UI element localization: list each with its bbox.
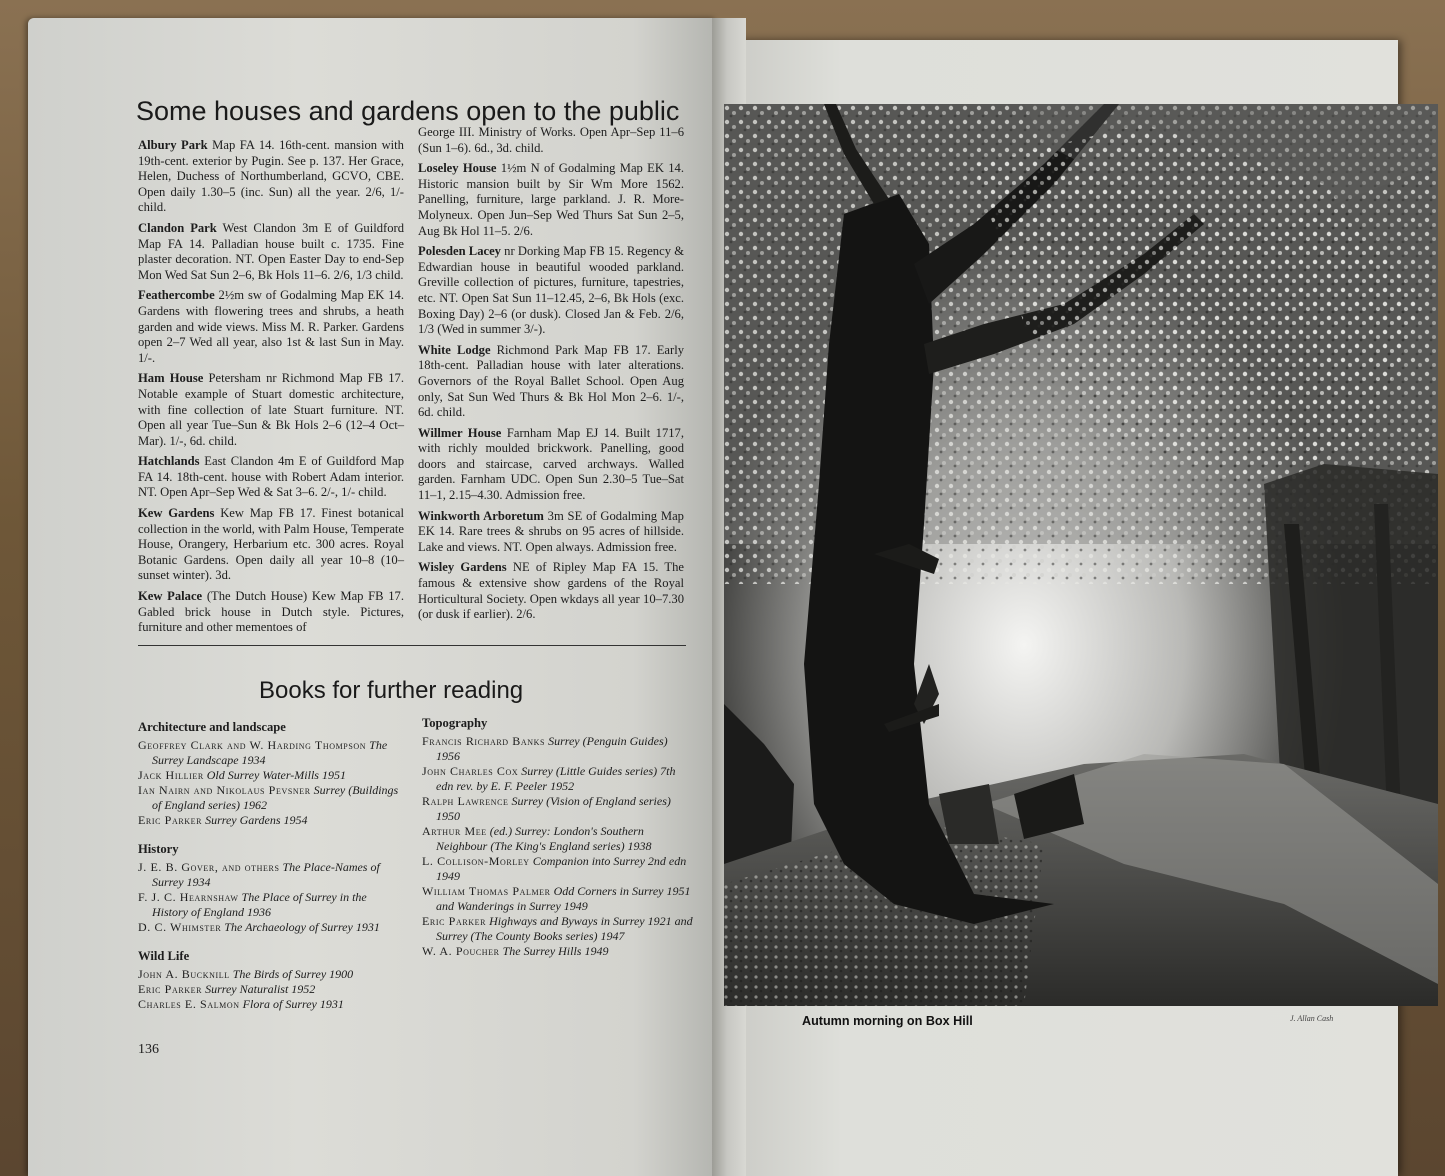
book-entry — [422, 764, 694, 794]
book-entry — [138, 783, 404, 813]
house-entry — [418, 560, 684, 622]
book-title: The Surrey Landscape 1934 — [152, 738, 388, 767]
books-column-right — [422, 716, 694, 959]
house-name: Ham House — [138, 371, 204, 386]
house-entry — [418, 244, 684, 338]
house-entry — [138, 288, 404, 366]
book-entry — [422, 734, 694, 764]
house-description: Farnham Map EJ 14. Built 1717, with richly moulded brickwork. Panelling, good doors and staircase, carved archways. Walled garden. Farnham UDC. Open Sun 2.30–5 Tue–Sat 11–1, 2.15–4.30. Admission free. — [418, 425, 685, 503]
book-title: The Archaeology of Surrey 1931 — [221, 920, 380, 934]
book-entry — [138, 768, 404, 783]
house-description: Richmond Park Map FB 17. Early 18th-cent. Palladian house with later alterations. Governors of the Royal Ballet School. Open Aug only, Sat Sun Wed Thurs & Bk Hol Mon 2–6. 1/-, 6d. child. — [418, 342, 685, 420]
topography-heading: Topography — [422, 716, 488, 730]
book-author: Eric Parker — [422, 914, 487, 928]
book-author: Eric Parker — [138, 813, 203, 827]
book-title: Highways and Byways in Surrey 1921 and Surrey (The County Books series) 1947 — [436, 914, 693, 943]
book-author: John A. Bucknill — [138, 967, 230, 981]
book-title: Surrey (Penguin Guides) 1956 — [436, 734, 668, 763]
house-name: White Lodge — [418, 342, 491, 357]
house-description: Petersham nr Richmond Map FB 17. Notable example of Stuart domestic architecture, with fine collection of late Stuart furniture. NT. Open all year Tue–Sun & Bk Hols 2–6 (12–4 Oct–Mar). 1/-, 6d. child. — [138, 371, 404, 448]
house-entry — [138, 371, 404, 449]
house-name: Loseley House — [418, 161, 497, 176]
house-name: Albury Park — [138, 138, 208, 152]
house-name: Clandon Park — [138, 220, 217, 235]
book-author: John Charles Cox — [422, 764, 519, 778]
book-entry — [422, 824, 694, 854]
house-name: Feathercombe — [138, 288, 215, 303]
autumn-tree-photo — [724, 104, 1438, 1006]
section-divider — [138, 645, 686, 646]
house-entry — [418, 343, 684, 421]
book-entry — [422, 794, 694, 824]
book-entry — [422, 944, 694, 959]
house-entry — [138, 454, 404, 501]
book-title: (ed.) Surrey: London's Southern Neighbour (The King's England series) 1938 — [436, 824, 652, 853]
house-name: Wisley Gardens — [418, 560, 507, 575]
photo-caption: Autumn morning on Box Hill — [802, 1014, 973, 1028]
house-entry — [418, 426, 684, 504]
book-author: Geoffrey Clark and W. Harding Thompson — [138, 738, 367, 752]
house-description: 3m SE of Godalming Map EK 14. Rare trees & shrubs on 95 acres of hillside. Lake and views. NT. Open always. Admission free. — [418, 508, 684, 554]
wildlife-heading: Wild Life — [138, 949, 190, 963]
house-description: Kew Map FB 17. Finest botanical collection in the world, with Palm House, Temperate House, Orangery, Herbarium etc. 300 acres. Royal Botanic Gardens. Open daily all year 10–8 (10–sunset winter). 3d. — [138, 506, 404, 583]
book-title: Companion into Surrey 2nd edn 1949 — [436, 854, 687, 883]
house-name: Winkworth Arboretum — [418, 508, 544, 523]
book-author: Ralph Lawrence — [422, 794, 509, 808]
book-author: D. C. Whimster — [138, 920, 222, 934]
book-author: L. Collison-Morley — [422, 854, 530, 868]
book-title: The Place of Surrey in the History of England 1936 — [152, 890, 367, 919]
book-title: Surrey (Vision of England series) 1950 — [436, 794, 671, 823]
book-title: The Place-Names of Surrey 1934 — [152, 860, 380, 889]
page-number: 136 — [138, 1042, 159, 1057]
book-author: Jack Hillier — [138, 768, 204, 782]
houses-column-left — [138, 138, 404, 641]
house-description: West Clandon 3m E of Guildford Map FA 14. Palladian house built c. 1735. Fine plaster decoration. NT. Open Easter Day to end-Sep Mon Wed Sat Sun 2–6, Bk Hols 11–6. 2/6, 1/3 child. — [138, 220, 404, 282]
book-entry — [138, 738, 404, 768]
house-name: Willmer House — [418, 425, 502, 440]
book-entry — [138, 982, 404, 997]
book-title: Surrey (Little Guides series) 7th edn rev. by E. F. Peeler 1952 — [436, 764, 676, 793]
book-title: The Birds of Surrey 1900 — [229, 967, 354, 981]
book-title: Surrey (Buildings of England series) 1962 — [152, 783, 399, 812]
house-entry — [418, 161, 684, 239]
house-description: Map FA 14. 16th-cent. mansion with 19th-cent. exterior by Pugin. See p. 137. Her Grace, Helen, Duchess of Northumberland, GCVO, CBE. Open daily 1.30–5 (inc. Sun) all the year. 2/6, 1/- child. — [138, 138, 404, 215]
book-author: J. E. B. Gover, and others — [138, 860, 280, 874]
book-author: Arthur Mee — [422, 824, 487, 838]
book-title: Surrey Naturalist 1952 — [202, 982, 316, 996]
book-entry — [138, 860, 404, 890]
house-name: Kew Palace — [138, 589, 203, 604]
house-entry — [418, 125, 684, 156]
book-entry — [138, 967, 404, 982]
architecture-heading: Architecture and landscape — [138, 720, 286, 734]
book-author: William Thomas Palmer — [422, 884, 551, 898]
book-entry — [422, 914, 694, 944]
house-description: 1½m N of Godalming Map EK 14. Historic mansion built by Sir Wm More 1562. Panelling, furniture, large parkland. J. R. More-Molyneux. Open Jun–Sep Wed Thurs Sat Sun 2–5, Aug Bk Hol 11–5. 2/6. — [418, 161, 684, 238]
book-title: Surrey Gardens 1954 — [202, 813, 308, 827]
houses-title: Some houses and gardens open to the public — [136, 96, 680, 126]
book-author: Eric Parker — [138, 982, 203, 996]
book-title: Old Surrey Water-Mills 1951 — [203, 768, 346, 782]
photo-credit: J. Allan Cash — [1290, 1014, 1334, 1023]
house-description: 2½m sw of Godalming Map EK 14. Gardens with flowering trees and shrubs, a heath garden and wide views. Miss M. R. Parker. Gardens open 2–7 Wed all year, also 1st & last Sun in May. 1/-. — [138, 288, 404, 365]
house-name: Hatchlands — [138, 454, 200, 469]
book-title: Flora of Surrey 1931 — [239, 997, 344, 1011]
house-description: East Clandon 4m E of Guildford Map FA 14. 18th-cent. house with Robert Adam interior. NT. Open Apr–Sep Wed & Sat 3–6. 2/-, 1/- child. — [138, 454, 404, 500]
history-heading: History — [138, 842, 179, 856]
house-description: George III. Ministry of Works. Open Apr–Sep 11–6 (Sun 1–6). 6d., 3d. child. — [418, 125, 684, 155]
book-entry — [138, 890, 404, 920]
house-description: (The Dutch House) Kew Map FB 17. Gabled brick house in Dutch style. Pictures, furniture and other mementoes of — [138, 589, 404, 635]
book-entry — [138, 813, 404, 828]
house-description: nr Dorking Map FB 15. Regency & Edwardian house in beautiful wooded parkland. Greville collection of pictures, furniture, tapestries, etc. NT. Open Sat Sun 11–12.45, 2–6, Bk Hols (exc. Boxing Day) 2–6 (or dusk). Closed Jan & Feb. 2/6, 1/3 (Wed in summer 3/-). — [418, 244, 684, 337]
house-entry — [138, 221, 404, 283]
house-name: Polesden Lacey — [418, 244, 501, 259]
house-entry — [418, 509, 684, 556]
house-entry — [138, 506, 404, 584]
books-column-left — [138, 720, 404, 1012]
house-name: Kew Gardens — [138, 506, 215, 521]
book-author: Charles E. Salmon — [138, 997, 240, 1011]
book-title: The Surrey Hills 1949 — [499, 944, 609, 958]
book-author: W. A. Poucher — [422, 944, 500, 958]
book-entry — [138, 997, 404, 1012]
house-description: NE of Ripley Map FA 15. The famous & extensive show gardens of the Royal Horticultural Society. Open wkdays all year 10–7.30 (or dusk if earlier). 2/6. — [418, 560, 685, 622]
book-author: F. J. C. Hearnshaw — [138, 890, 239, 904]
book-author: Francis Richard Banks — [422, 734, 546, 748]
book-author: Ian Nairn and Nikolaus Pevsner — [138, 783, 311, 797]
houses-column-right — [418, 125, 684, 628]
book-entry — [138, 920, 404, 935]
house-entry — [138, 138, 404, 216]
house-entry — [138, 589, 404, 636]
books-title: Books for further reading — [259, 677, 524, 704]
book-entry — [422, 884, 694, 914]
book-entry — [422, 854, 694, 884]
book-title: Odd Corners in Surrey 1951 and Wanderings in Surrey 1949 — [436, 884, 691, 913]
